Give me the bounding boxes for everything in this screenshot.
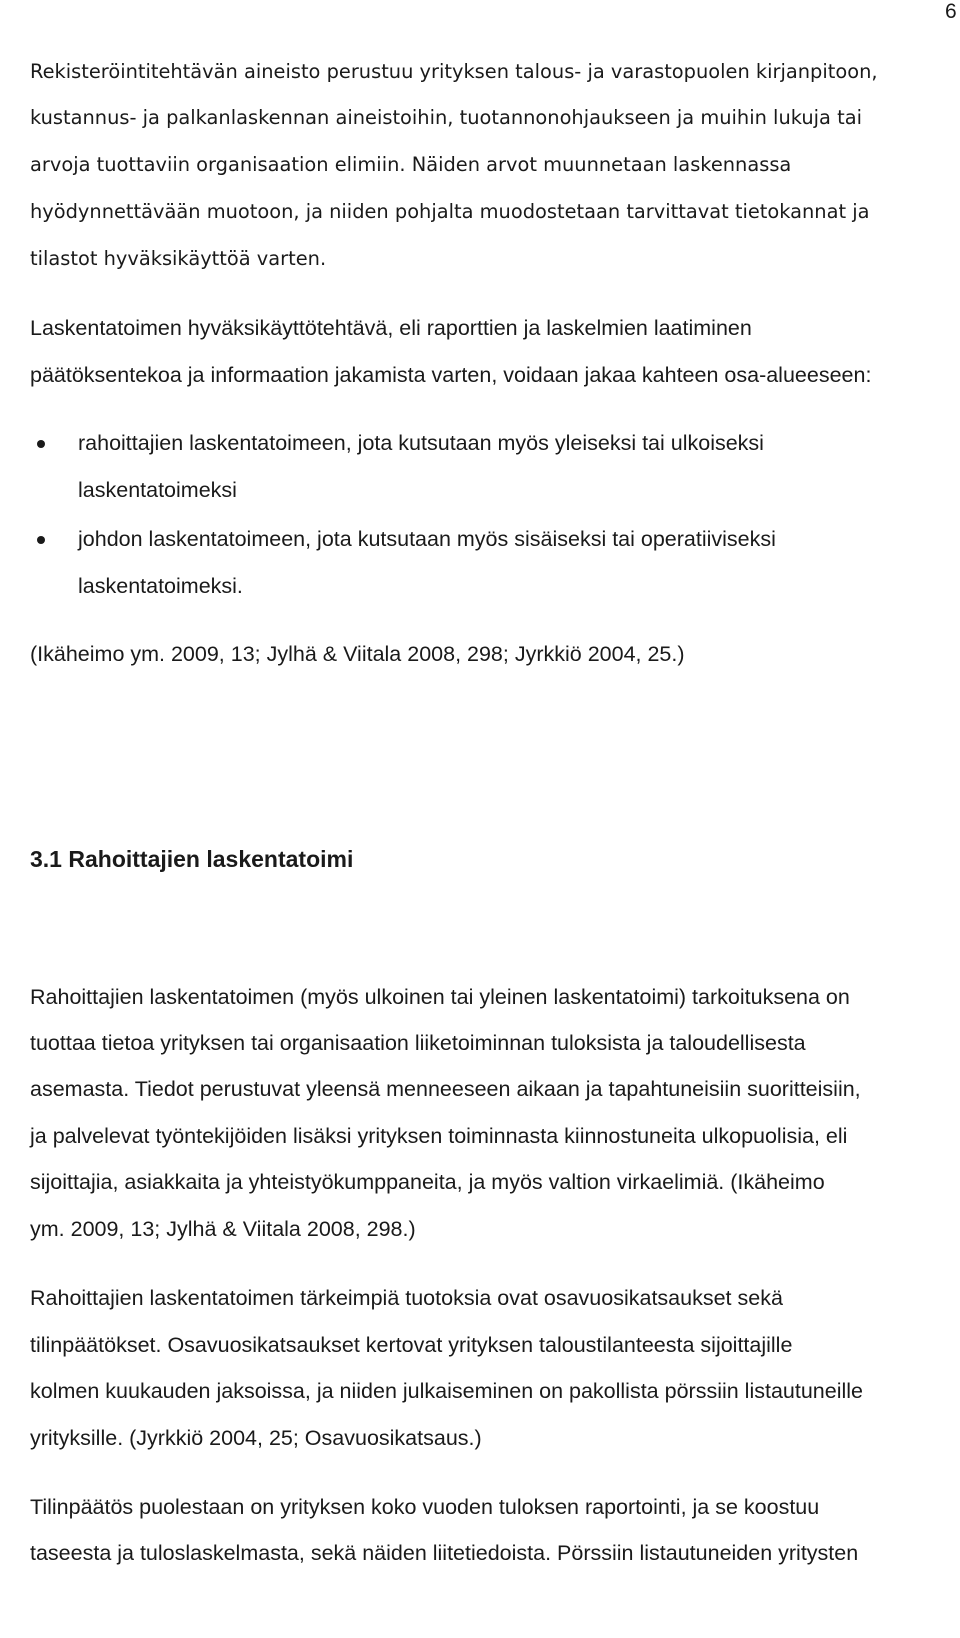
text-line: laskentatoimeksi. <box>78 574 243 598</box>
text-line: päätöksentekoa ja informaation jakamista varten, voidaan jakaa kahteen osa-alueeseen: <box>30 363 872 387</box>
text-line: taseesta ja tuloslaskelmasta, sekä näiden liitetiedoista. Pörssiin listautuneiden yritysten <box>30 1541 859 1565</box>
page-number: 6 <box>945 0 957 23</box>
text-line: tuottaa tietoa yrityksen tai organisaation liiketoiminnan tuloksista ja taloudellisesta <box>30 1031 806 1055</box>
text-line: sijoittajia, asiakkaita ja yhteistyökumppaneita, ja myös valtion virkaelimiä. (Ikäheimo <box>30 1170 825 1194</box>
text-line: Rekisteröintitehtävän aineisto perustuu yrityksen talous- ja varastopuolen kirjanpitoon, <box>30 60 878 83</box>
text-line: tilastot hyväksikäyttöä varten. <box>30 247 327 270</box>
text-line: asemasta. Tiedot perustuvat yleensä menneeseen aikaan ja tapahtuneisiin suoritteisiin, <box>30 1077 861 1101</box>
text-line: Tilinpäätös puolestaan on yrityksen koko vuoden tuloksen raportointi, ja se koostuu <box>30 1495 820 1519</box>
text-line: arvoja tuottaviin organisaation elimiin. Näiden arvot muunnetaan laskennassa <box>30 153 792 176</box>
text-line: tilinpäätökset. Osavuosikatsaukset kertovat yrityksen taloustilanteesta sijoittajille <box>30 1333 793 1357</box>
text-line: johdon laskentatoimeen, jota kutsutaan myös sisäiseksi tai operatiiviseksi <box>78 527 776 551</box>
text-line: laskentatoimeksi <box>78 478 237 502</box>
text-line: Rahoittajien laskentatoimen tärkeimpiä tuotoksia ovat osavuosikatsaukset sekä <box>30 1286 783 1310</box>
section-heading: 3.1 Rahoittajien laskentatoimi <box>30 846 354 872</box>
bullet-dot-icon <box>37 536 45 544</box>
citation: (Ikäheimo ym. 2009, 13; Jylhä & Viitala 2008, 298; Jyrkkiö 2004, 25.) <box>30 642 685 666</box>
text-line: kolmen kuukauden jaksoissa, ja niiden julkaiseminen on pakollista pörssiin listautuneille <box>30 1379 863 1403</box>
text-line: rahoittajien laskentatoimeen, jota kutsutaan myös yleiseksi tai ulkoiseksi <box>78 431 764 455</box>
text-line: ym. 2009, 13; Jylhä & Viitala 2008, 298.) <box>30 1217 416 1241</box>
bullet-dot-icon <box>37 440 45 448</box>
text-line: Laskentatoimen hyväksikäyttötehtävä, eli raporttien ja laskelmien laatiminen <box>30 316 752 340</box>
text-line: ja palvelevat työntekijöiden lisäksi yrityksen toiminnasta kiinnostuneita ulkopuolisia, eli <box>30 1124 848 1148</box>
text-line: hyödynnettävään muotoon, ja niiden pohjalta muodostetaan tarvittavat tietokannat ja <box>30 200 870 223</box>
text-line: Rahoittajien laskentatoimen (myös ulkoinen tai yleinen laskentatoimi) tarkoituksena on <box>30 985 850 1009</box>
text-line: kustannus- ja palkanlaskennan aineistoihin, tuotannonohjaukseen ja muihin lukuja tai <box>30 106 862 129</box>
text-line: yrityksille. (Jyrkkiö 2004, 25; Osavuosikatsaus.) <box>30 1426 482 1450</box>
